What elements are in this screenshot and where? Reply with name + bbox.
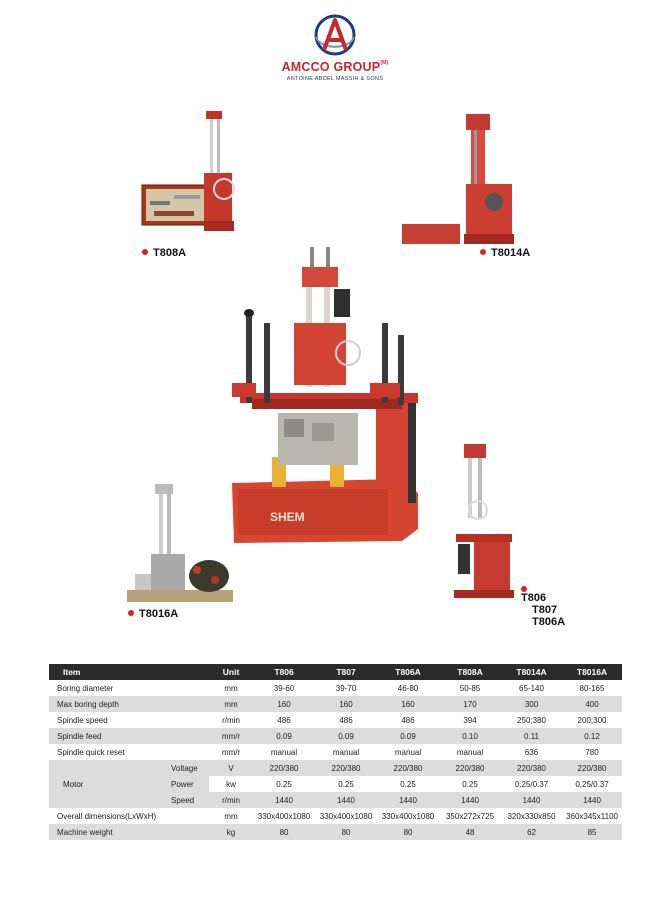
table-row: Spindle feed mm/r 0.09 0.09 0.09 0.10 0.11 0.12	[49, 728, 622, 744]
header-t8014a: T8014A	[501, 664, 562, 680]
header-item: Item	[49, 664, 209, 680]
bullet-dot-icon	[128, 610, 134, 616]
table-row-motor-speed: Speed r/min 1440 1440 1440 1440 1440 1440	[49, 792, 622, 808]
caption-t806: T806	[521, 586, 565, 604]
logo-brand-mark: (M)	[380, 60, 389, 66]
header-unit: Unit	[209, 664, 253, 680]
machine-brand-text: SHEM	[270, 510, 305, 524]
table-header-row	[49, 664, 622, 680]
t806-main-machine-photo	[222, 243, 446, 553]
logo-subtitle: ANTOINE ABDEL MASSIH & SONS	[286, 76, 384, 82]
bullet-dot-icon	[142, 249, 148, 255]
table-row: Spindle quick reset mm/r manual manual manual manual 636 780	[57, 747, 599, 757]
t808a-machine-photo	[140, 103, 252, 243]
table-row: Machine weight kg 80 80 80 48 62 85	[49, 824, 622, 840]
caption-t808a: T808A	[142, 247, 186, 259]
table-row: Overall dimensions(LxWxH) mm 330x400x1080 330x400x1080 330x400x1080 350x272x725 320x330x850 360x345x1100	[57, 811, 618, 821]
logo-brand: AMCCO GROUP	[281, 60, 381, 74]
specification-table	[49, 664, 622, 840]
header-t807: T807	[315, 664, 377, 680]
header-t806a: T806A	[377, 664, 439, 680]
header-t808a: T808A	[439, 664, 501, 680]
t8016a-machine-photo	[125, 482, 237, 604]
company-logo	[270, 12, 400, 87]
caption-t8016a: T8016A	[128, 608, 178, 620]
caption-t8014a: T8014A	[480, 247, 530, 259]
t806-stand-machine-photo	[448, 440, 526, 600]
caption-t806a: T806A	[532, 616, 566, 628]
table-row: Max boring depth mm 160 160 160 170 300 400	[49, 696, 622, 712]
bullet-dot-icon	[480, 249, 486, 255]
caption-t807: T807	[532, 604, 558, 616]
header-t806: T806	[253, 664, 315, 680]
logo-emblem	[310, 12, 360, 58]
motor-label: Motor	[49, 760, 157, 808]
table-row: Spindle speed r/min 486 486 486 394 250;380 200;300	[57, 715, 607, 725]
table-row: Boring diameter mm 39-60 39-70 46-80 50-85 65-140 80-165	[57, 683, 605, 693]
t8014a-machine-photo	[400, 108, 524, 250]
caption-t806-group	[521, 586, 565, 628]
table-row-motor-voltage: Motor Voltage V 220/380 220/380 220/380 220/380 220/380 220/380	[49, 760, 622, 776]
table-row-motor-power: Power kw 0.25 0.25 0.25 0.25 0.25/0.37 0.25/0.37	[49, 776, 622, 792]
header-t8016a: T8016A	[562, 664, 622, 680]
